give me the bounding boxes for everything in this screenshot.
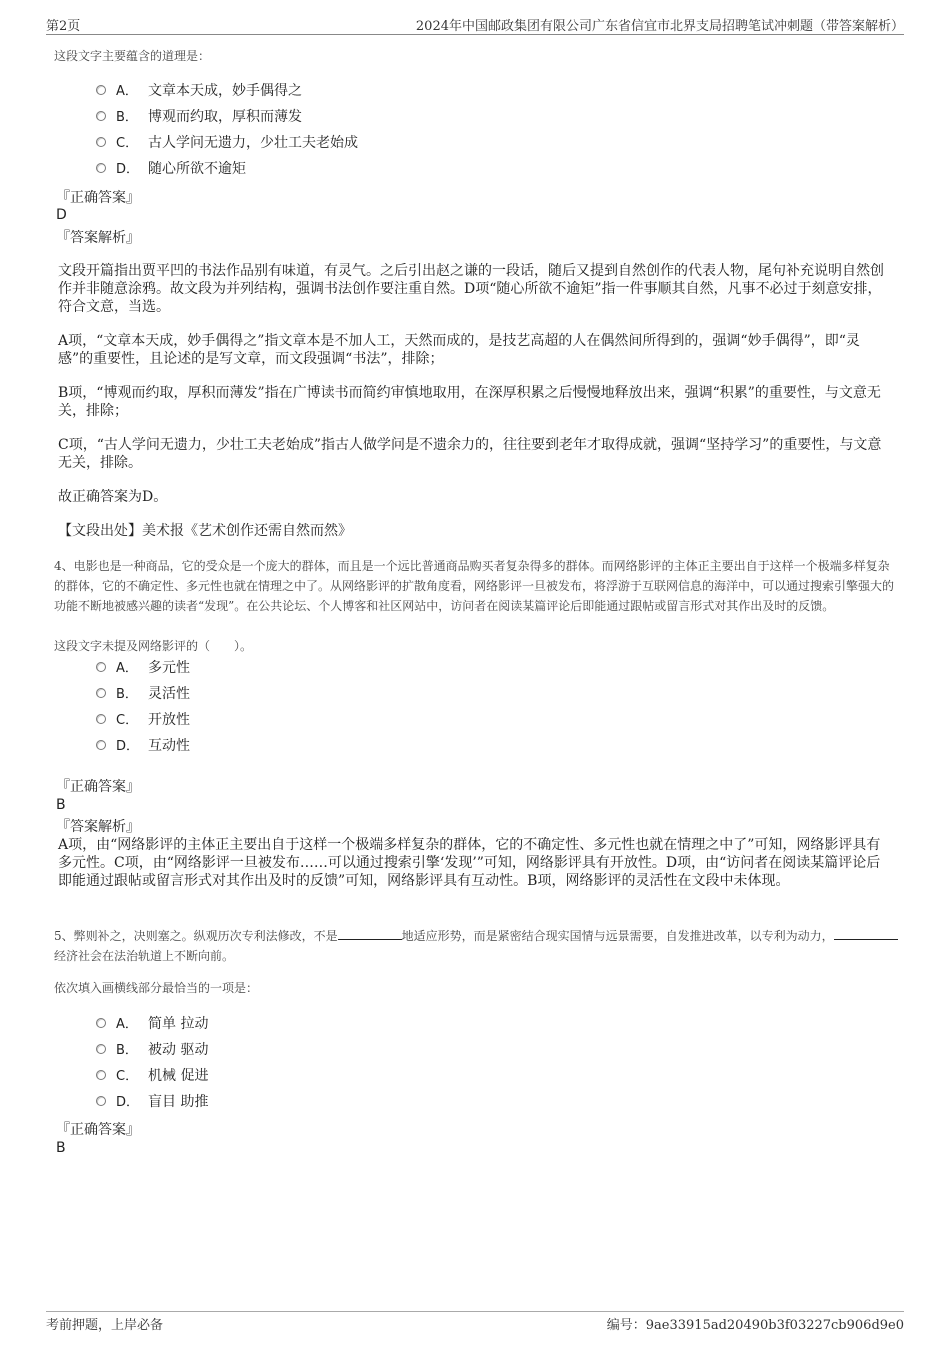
q4-option-c[interactable]: C． 开放性: [96, 710, 190, 730]
q4-answer: B: [56, 797, 66, 813]
q3-answer: D: [56, 207, 67, 223]
fill-blank-2: [834, 927, 898, 940]
radio-icon[interactable]: [96, 740, 106, 750]
radio-icon[interactable]: [96, 85, 106, 95]
q4-stem: 4、电影也是一种商品，它的受众是一个庞大的群体，而且是一个远比普通商品购买者复杂得多的群体。而网络影评的主体正主要出自于这样一个极端多样复杂的群体，它的不确定性、多元性也就在情理之中了。从网络影评的扩散角度看，网络影评一旦被发布，将浮游于互联网信息的海洋中，可以通过搜索引擎强大的功能不断地被感兴趣的读者“发现”。在公共论坛、个人博客和社区网站中，访问者在阅读某篇评论后即能通过跟帖或留言形式对其作出及时的反馈。: [54, 559, 895, 613]
radio-icon[interactable]: [96, 1096, 106, 1106]
page-number: 第2页: [46, 19, 81, 34]
radio-icon[interactable]: [96, 1070, 106, 1080]
document-title: 2024年中国邮政集团有限公司广东省信宜市北界支局招聘笔试冲刺题（带答案解析）: [415, 19, 904, 34]
radio-icon[interactable]: [96, 662, 106, 672]
q5-answer: B: [56, 1140, 66, 1156]
q3-option-d[interactable]: D． 随心所欲不逾矩: [96, 159, 246, 179]
q3-option-a[interactable]: A． 文章本天成，妙手偶得之: [96, 81, 302, 101]
radio-icon[interactable]: [96, 688, 106, 698]
radio-icon[interactable]: [96, 163, 106, 173]
q4-option-a[interactable]: A． 多元性: [96, 658, 190, 678]
q4-option-d[interactable]: D． 互动性: [96, 736, 190, 756]
q4-answer-label: 『正确答案』: [56, 779, 140, 795]
radio-icon[interactable]: [96, 111, 106, 121]
q3-analysis-1: 文段开篇指出贾平凹的书法作品别有味道，有灵气。之后引出赵之谦的一段话，随后又提到自然创作的代表人物，尾句补充说明自然创作并非随意涂鸦。故文段为并列结构，强调书法创作要注重自然。D项“随心所欲不逾矩”指一件事顺其自然，凡事不必过于刻意安排，符合文意，当选。: [58, 263, 884, 315]
q5-option-b[interactable]: B． 被动 驱动: [96, 1040, 208, 1060]
q4-option-b[interactable]: B． 灵活性: [96, 684, 190, 704]
radio-icon[interactable]: [96, 1044, 106, 1054]
fill-blank-1: [338, 927, 402, 940]
radio-icon[interactable]: [96, 137, 106, 147]
q3-source: 【文段出处】美术报《艺术创作还需自然而然》: [58, 523, 352, 539]
q5-option-c[interactable]: C． 机械 促进: [96, 1066, 208, 1086]
q4-analysis: A项，由“网络影评的主体正主要出自于这样一个极端多样复杂的群体，它的不确定性、多元性也就在情理之中了”可知，网络影评具有多元性。C项，由“网络影评一旦被发布……可以通过搜索引擎‘发现’”可知，网络影评具有开放性。D项，由“访问者在阅读某篇评论后即能通过跟帖或留言形式对其作出及时的反馈”可知，网络影评具有互动性。B项，网络影评的灵活性在文段中未体现。: [58, 837, 881, 889]
q5-stem: 5、弊则补之，决则塞之。纵观历次专利法修改，不是 地适应形势，而是紧密结合现实国情与远景需要，自发推进改革，以专利为动力，经济社会在法治轨道上不断向前。: [54, 926, 900, 966]
q5-prompt: 依次填入画横线部分最恰当的一项是：: [54, 981, 259, 995]
q5-option-a[interactable]: A． 简单 拉动: [96, 1014, 208, 1034]
q4-analysis-label: 『答案解析』: [56, 819, 140, 835]
q3-analysis-5: 故正确答案为D。: [58, 489, 168, 505]
q3-option-b[interactable]: B． 博观而约取，厚积而薄发: [96, 107, 302, 127]
page-header: [46, 12, 904, 35]
footer-divider: [46, 1311, 904, 1312]
radio-icon[interactable]: [96, 714, 106, 724]
footer-slogan: 考前押题，上岸必备: [46, 1318, 164, 1333]
q5-option-d[interactable]: D． 盲目 助推: [96, 1092, 208, 1112]
q3-analysis-2: A项，“文章本天成，妙手偶得之”指文章本是不加人工，天然而成的，是技艺高超的人在偶然间所得到的，强调“妙手偶得”，即“灵感”的重要性，且论述的是写文章，而文段强调“书法”，排除；: [58, 333, 860, 367]
q3-analysis-label: 『答案解析』: [56, 230, 140, 246]
radio-icon[interactable]: [96, 1018, 106, 1028]
q3-analysis-4: C项，“古人学问无遗力，少壮工夫老始成”指古人做学问是不遗余力的，往往要到老年才取得成就，强调“坚持学习”的重要性，与文意无关，排除。: [58, 437, 882, 471]
q3-option-c[interactable]: C． 古人学问无遗力，少壮工夫老始成: [96, 133, 358, 153]
q3-answer-label: 『正确答案』: [56, 190, 140, 206]
q5-answer-label: 『正确答案』: [56, 1122, 140, 1138]
q3-prompt: 这段文字主要蕴含的道理是：: [54, 49, 211, 63]
q3-analysis-3: B项，“博观而约取，厚积而薄发”指在广博读书而简约审慎地取用，在深厚积累之后慢慢地释放出来，强调“积累”的重要性，与文意无关，排除；: [58, 385, 881, 419]
footer-code: 编号：9ae33915ad20490b3f03227cb906d9e0: [606, 1318, 904, 1333]
q4-prompt: 这段文字未提及网络影评的（ ）。: [54, 639, 253, 653]
